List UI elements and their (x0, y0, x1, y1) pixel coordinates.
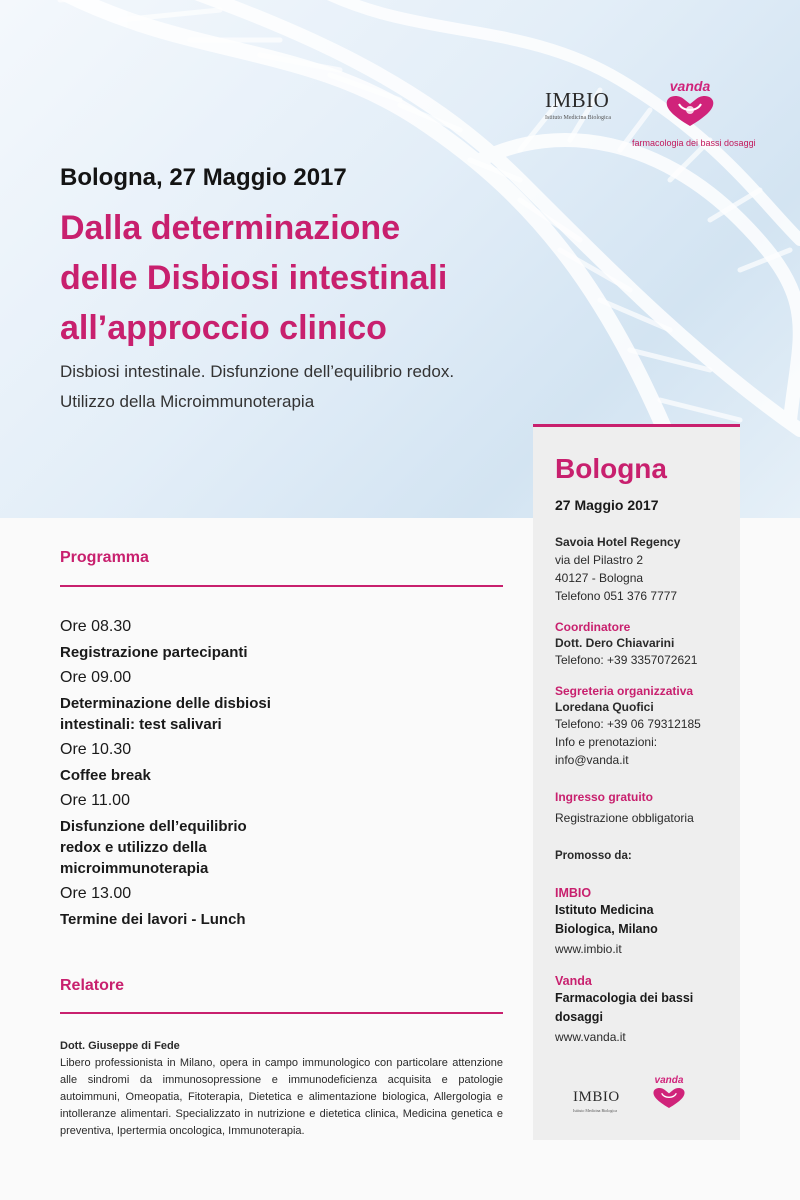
info-sidebar (533, 424, 740, 1140)
org2-label: Vanda (555, 974, 592, 988)
event-title (60, 203, 540, 353)
venue-name: Savoia Hotel Regency (555, 535, 681, 549)
speaker-heading: Relatore (60, 977, 125, 994)
event-date-title: Bologna, 27 Maggio 2017 (60, 164, 347, 191)
imbio-logo-small: IMBIO Istituto Medicina Biologica (573, 1089, 620, 1113)
secretary-email: info@vanda.it (555, 753, 629, 767)
secretary-label: Segreteria organizzativa (555, 684, 694, 698)
entry-label: Ingresso gratuito (555, 790, 654, 804)
program-item-title: Coffee break (60, 767, 151, 784)
secretary-info: Info e prenotazioni: (555, 735, 658, 749)
org1-name-line: Biologica, Milano (555, 922, 658, 936)
header-logos (540, 78, 780, 158)
program-time: Ore 11.00 (60, 792, 130, 809)
subtitle-line: Utilizzo della Microimmunoterapia (60, 392, 315, 411)
program-item-title: Termine dei lavori - Lunch (60, 911, 246, 928)
vanda-heart-icon (663, 94, 717, 128)
speaker-name: Dott. Giuseppe di Fede (60, 1040, 180, 1052)
sidebar-date: 27 Maggio 2017 (555, 497, 659, 513)
org1-label: IMBIO (555, 886, 592, 900)
program-time: Ore 13.00 (60, 885, 132, 902)
event-subtitle (60, 357, 540, 417)
program-time: Ore 09.00 (60, 669, 132, 686)
program-time: Ore 08.30 (60, 618, 132, 635)
speaker-block (60, 1038, 503, 1140)
vanda-logo-small: vanda (649, 1075, 689, 1115)
secretary-phone: Telefono: +39 06 79312185 (555, 717, 701, 731)
vanda-heart-icon (651, 1086, 687, 1110)
program-item-title: Registrazione partecipanti (60, 644, 248, 661)
speaker-divider (60, 1012, 503, 1014)
subtitle-line: Disbiosi intestinale. Disfunzione dell’equilibrio redox. (60, 362, 455, 381)
speaker-bio: Libero professionista in Milano, opera in campo immunologico con particolare attenzione alle sindromi da immunosopressione e immunodeficienza acquisita e patologie autoimmuni, Omeopatia, Fitoterapia, Dietetica e alimentazione biologica, Allergologia e intolleranze alimentari. Specializzato in nutrizione e dietetica clinica, Medicina genetica e preventiva, Ipertermia oncologica, Immunoterapia. (60, 1057, 503, 1137)
coordinator-phone: Telefono: +39 3357072621 (555, 653, 698, 667)
imbio-logo: IMBIO Istituto Medicina Biologica (545, 88, 611, 121)
vanda-tagline: farmacologia dei bassi dosaggi (632, 138, 756, 148)
coordinator-label: Coordinatore (555, 620, 631, 634)
sidebar-city: Bologna (555, 453, 667, 484)
org2-name-line: Farmacologia dei bassi (555, 991, 694, 1005)
org2-url: www.vanda.it (555, 1030, 626, 1044)
title-line: all’approccio clinico (60, 309, 387, 347)
promoted-label: Promosso da: (555, 850, 632, 862)
org1-url: www.imbio.it (555, 942, 622, 956)
coordinator-name: Dott. Dero Chiavarini (555, 636, 675, 650)
org1-name-line: Istituto Medicina (555, 903, 654, 917)
program-item-title: Determinazione delle disbiosi intestinali: test salivari (60, 695, 271, 733)
program-list (60, 617, 360, 935)
venue-phone: Telefono 051 376 7777 (555, 589, 678, 603)
org2-name-line: dosaggi (555, 1010, 603, 1024)
venue-city: 40127 - Bologna (555, 571, 644, 585)
title-line: delle Disbiosi intestinali (60, 259, 448, 297)
vanda-logo: vanda (650, 78, 730, 133)
program-divider (60, 585, 503, 587)
entry-note: Registrazione obbligatoria (555, 811, 694, 825)
title-line: Dalla determinazione (60, 209, 401, 247)
program-time: Ore 10.30 (60, 741, 132, 758)
venue-address: via del Pilastro 2 (555, 553, 644, 567)
footer-logos (573, 1075, 723, 1121)
secretary-name: Loredana Quofici (555, 700, 654, 714)
program-heading: Programma (60, 549, 149, 566)
program-item-title: Disfunzione dell’equilibrio redox e utilizzo della microimmunoterapia (60, 818, 247, 877)
